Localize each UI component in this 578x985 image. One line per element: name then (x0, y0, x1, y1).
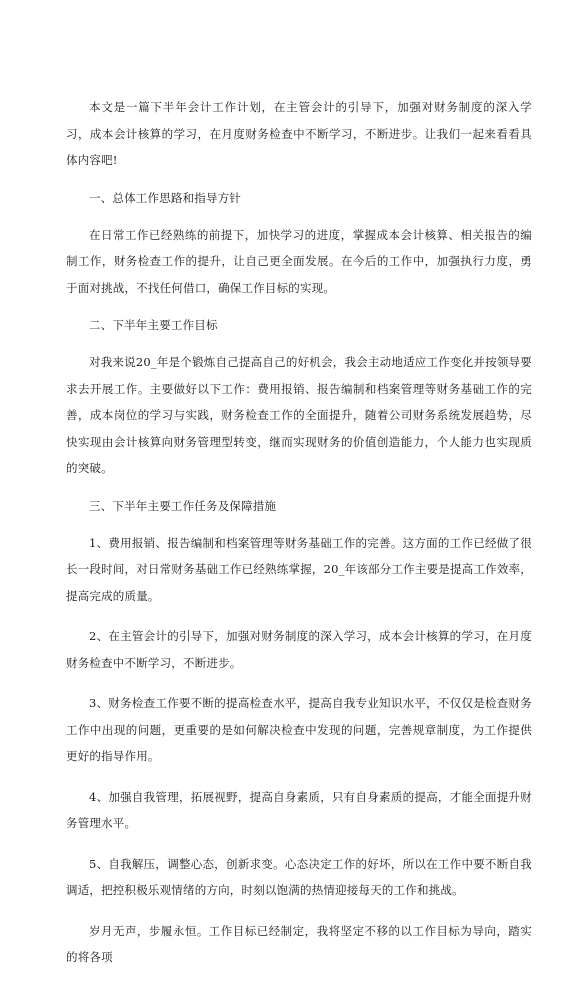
section-2-heading: 二、下半年主要工作目标 (89, 318, 218, 332)
section-1-paragraph: 在日常工作已经熟练的前提下，加快学习的进度，掌握成本会计核算、相关报告的编制工作，财务检查工作的提升，让自己更全面发展。在今后的工作中，加强执行力度，勇于面对挑战，不找任何借口，确保工作目标的实现。 (66, 227, 532, 295)
closing-paragraph: 岁月无声，步履永恒。工作目标已经制定，我将坚定不移的以工作目标为导向，踏实的将各项 (66, 923, 532, 964)
section-3-item-2: 2、在主管会计的引导下，加强对财务制度的深入学习，成本会计核算的学习，在月度财务检查中不断学习，不断进步。 (66, 629, 532, 670)
intro-paragraph: 本文是一篇下半年会计工作计划，在主管会计的引导下，加强对财务制度的深入学习，成本会计核算的学习，在月度财务检查中不断学习，不断进步。让我们一起来看看具体内容吧! (66, 100, 532, 167)
section-3-item-4: 4、加强自我管理，拓展视野，提高自身素质，只有自身素质的提高，才能全面提升财务管理水平。 (66, 789, 532, 830)
section-3-heading: 三、下半年主要工作任务及保障措施 (89, 498, 277, 513)
section-1-heading: 一、总体工作思路和指导方针 (89, 190, 242, 205)
section-3-item-3: 3、财务检查工作要不断的提高检查水平，提高自我专业知识水平，不仅仅是检查财务工作中出现的问题，更重要的是如何解决检查中发现的问题，完善规章制度，为工作提供更好的指导作用。 (66, 696, 532, 763)
section-3-item-1: 1、费用报销、报告编制和档案管理等财务基础工作的完善。这方面的工作已经做了很长一段时间，对日常财务基础工作已经熟练掌握，20_年该部分工作主要是提高工作效率，提高完成的质量。 (66, 535, 532, 603)
document-body (66, 94, 532, 985)
section-2-paragraph: 对我来说20_年是个锻炼自己提高自己的好机会，我会主动地适应工作变化并按领导要求去开展工作。主要做好以下工作：费用报销、报告编制和档案管理等财务基础工作的完善，成本岗位的学习与实践，财务检查工作的全面提升，随着公司财务系统发展趋势，尽快实现由会计核算向财务管理型转变，继而实现财务的价值创造能力，个人能力也实现质的突破。 (66, 355, 532, 475)
section-3-item-5: 5、自我解压，调整心态，创新求变。心态决定工作的好坏，所以在工作中要不断自我调适，把控积极乐观情绪的方向，时刻以饱满的热情迎接每天的工作和挑战。 (66, 856, 532, 897)
